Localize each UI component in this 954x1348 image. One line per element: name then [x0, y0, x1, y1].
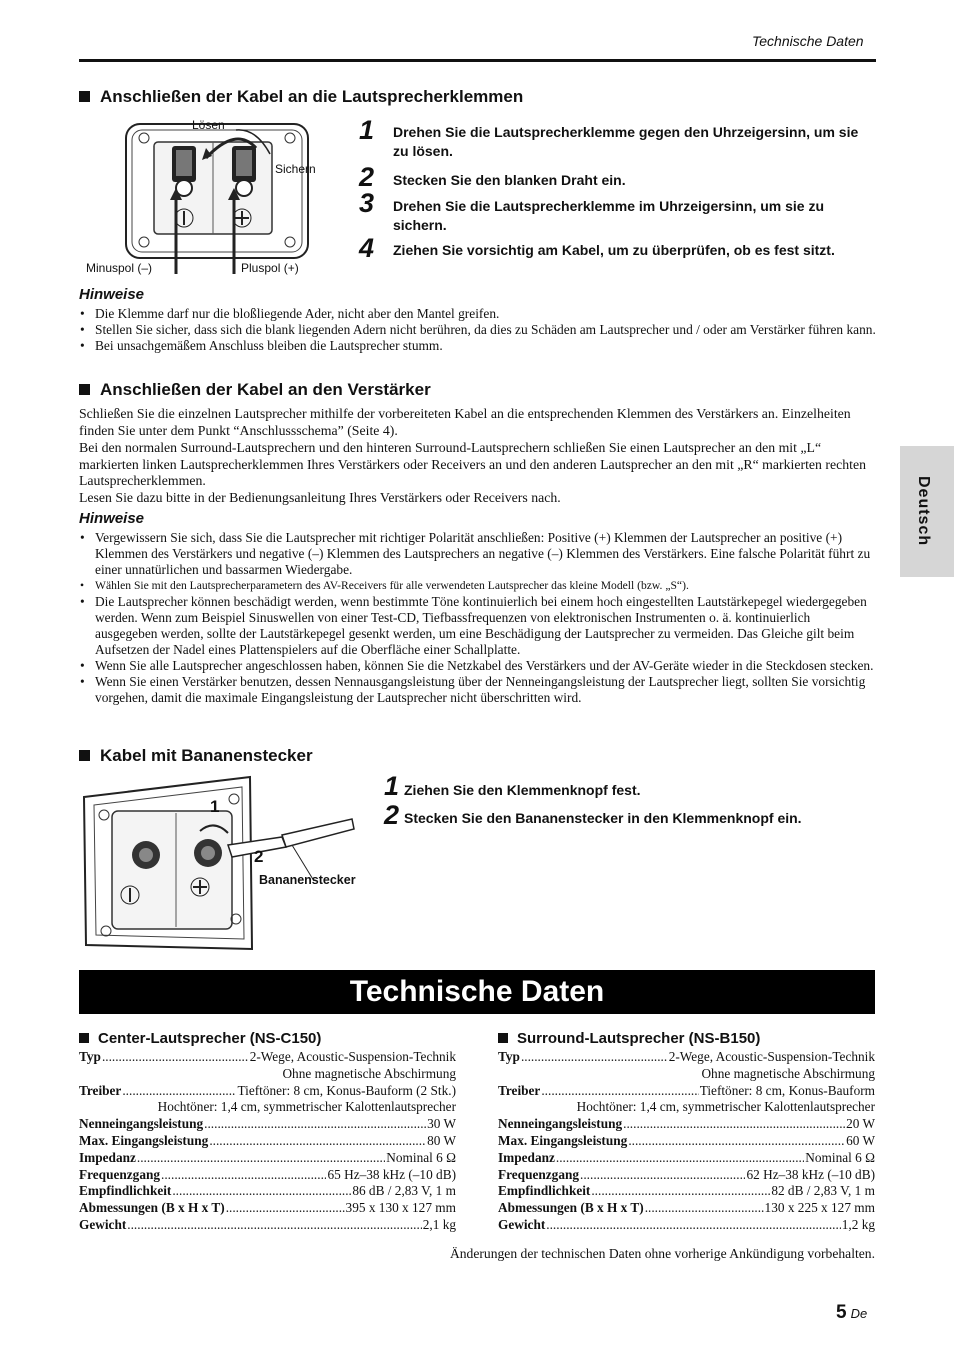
- spec-row: Abmessungen (B x H x T) ..... 130 x 225 x 127 mm: [498, 1200, 875, 1217]
- spec-row: Empfindlichkeit ..... 82 dB / 2,83 V, 1 m: [498, 1183, 875, 1200]
- spec-row: Abmessungen (B x H x T) ..... 395 x 130 x 127 mm: [79, 1200, 456, 1217]
- hint-item: • Wenn Sie alle Lautsprecher angeschlossen haben, können Sie die Netzkabel des Verstärkers und der AV-Geräte wieder in die Steckdosen stecken.: [79, 658, 876, 674]
- hints-list: [79, 530, 876, 706]
- hints-heading: Hinweise: [79, 286, 145, 303]
- speaker-terminal-illustration: [86, 118, 326, 283]
- hints-list: [79, 306, 876, 354]
- section-title-banana: Kabel mit Bananenstecker: [79, 746, 313, 766]
- step-number: 4: [359, 233, 375, 263]
- label-banana-plug: Bananenstecker: [259, 873, 356, 887]
- step-text: Drehen Sie die Lautsprecherklemme im Uhrzeigersinn, um sie zu sichern.: [393, 198, 825, 233]
- spec-row: Impedanz ..... Nominal 6 Ω: [79, 1150, 456, 1167]
- step-text: Stecken Sie den Bananenstecker in den Klemmenknopf ein.: [404, 810, 802, 826]
- spec-row: Max. Eingangsleistung ..... 80 W: [79, 1133, 456, 1150]
- hint-item: • Die Lautsprecher können beschädigt werden, wenn bestimmte Töne kontinuierlich bei einem hoch eingestellten Lautstärkepegel wiedergegeben werden. Wenn zum Beispiel Sinuswellen von einer Test-CD, Tiefbassfrequenzen von elektronischen Instrumenten o. ä. kontinuierlich ausgegeben werden, sollte der Lautstärkepegel gesenkt werden, um eine Beschädigung der Lautsprecher zu vermeiden. Das Gleiche gilt beim Aufsetzen der Nadel eines Plattenspielers auf die Oberfläche einer Schallplatte.: [79, 594, 876, 658]
- hint-item: • Stellen Sie sicher, dass sich die blank liegenden Adern nicht berühren, da dies zu Schäden am Lautsprecher und / oder am Verstärker führen kann.: [79, 322, 876, 338]
- label-minus: Minuspol (–): [86, 261, 153, 275]
- spec-row: Frequenzgang ..... 65 Hz–38 kHz (–10 dB): [79, 1167, 456, 1184]
- spec-row: Treiber ..... Tieftöner: 8 cm, Konus-Bauform (2 Stk.): [79, 1083, 456, 1100]
- running-header: Technische Daten: [752, 33, 864, 49]
- specs-footnote: Änderungen der technischen Daten ohne vorherige Ankündigung vorbehalten.: [449, 1246, 875, 1261]
- spec-row-continuation: Ohne magnetische Abschirmung: [282, 1065, 456, 1081]
- spec-row-continuation: Hochtöner: 1,4 cm, symmetrischer Kalottenlautsprecher: [576, 1099, 875, 1115]
- step-text: Drehen Sie die Lautsprecherklemme gegen den Uhrzeigersinn, um sie zu lösen.: [393, 124, 859, 159]
- spec-row: Gewicht ..... 2,1 kg: [79, 1217, 456, 1234]
- fig-label-1: 1: [210, 797, 220, 816]
- hints-heading: Hinweise: [79, 510, 145, 527]
- spec-row: Gewicht ..... 1,2 kg: [498, 1217, 875, 1234]
- spec-row: Max. Eingangsleistung ..... 60 W: [498, 1133, 875, 1150]
- square-bullet-icon: [79, 91, 90, 102]
- terminal-figure: [86, 118, 326, 283]
- square-bullet-icon: [498, 1033, 508, 1043]
- hint-item: • Wenn Sie einen Verstärker benutzen, dessen Nennausgangsleistung über der Nenneingangsleistung der Lautsprecher liegt, sollten Sie vorsichtig vorgehen, damit die maximale Eingangsleistung der Lautsprecher nicht überschritten wird.: [79, 674, 876, 706]
- step-number: 2: [359, 162, 375, 192]
- spec-row: Typ ..... 2-Wege, Acoustic-Suspension-Technik: [498, 1049, 875, 1066]
- step-text: Stecken Sie den blanken Draht ein.: [393, 172, 626, 188]
- spec-row: Empfindlichkeit ..... 86 dB / 2,83 V, 1 m: [79, 1183, 456, 1200]
- step-number: 1: [384, 771, 400, 801]
- step-number: 2: [384, 800, 400, 830]
- spec-row-continuation: Hochtöner: 1,4 cm, symmetrischer Kalottenlautsprecher: [157, 1099, 456, 1115]
- amp-paragraph-2: Bei den normalen Surround-Lautsprechern und den hinteren Surround-Lautsprechern schließen Sie einen Lautsprecher an den mit „L“ markierten linken Lautsprecherklemmen Ihres Verstärkers oder Receivers an und den anderen Lautsprecher an den mit „R“ markierten rechten Lautsprecherklemmen.: [79, 440, 866, 489]
- step-number: 3: [359, 188, 375, 218]
- spec-row: Typ ..... 2-Wege, Acoustic-Suspension-Technik: [79, 1049, 456, 1066]
- hint-item: • Vergewissern Sie sich, dass Sie die Lautsprecher mit richtiger Polarität anschließen: Positive (+) Klemmen der Lautsprecher an positive (+) Klemmen des Verstärkers und negative (–) Klemmen des Lautsprechers an negative (–) Klemmen des Verstärkers. Eine falsche Polarität führt zu einer unnatürlichen und bassarmen Wiedergabe.: [79, 530, 876, 578]
- banana-plug-illustration: [82, 775, 372, 955]
- spec-row: Frequenzgang ..... 62 Hz–38 kHz (–10 dB): [498, 1167, 875, 1184]
- center-speaker-title: Center-Lautsprecher (NS-C150): [79, 1030, 321, 1047]
- amp-paragraph-1: Schließen Sie die einzelnen Lautsprecher mithilfe der vorbereiteten Kabel an die entsprechenden Klemmen des Verstärkers an. Einzelheiten finden Sie unter dem Punkt “Anschlussschema” (Seite 4).: [79, 406, 851, 438]
- square-bullet-icon: [79, 1033, 89, 1043]
- square-bullet-icon: [79, 384, 90, 395]
- specs-banner: Technische Daten: [79, 970, 875, 1014]
- label-secure: Sichern: [275, 162, 316, 176]
- step-text: Ziehen Sie vorsichtig am Kabel, um zu überprüfen, ob es fest sitzt.: [393, 242, 835, 258]
- page-number: 5 De: [836, 1302, 868, 1323]
- label-loosen: Lösen: [192, 118, 225, 132]
- banana-figure: [82, 775, 372, 955]
- surround-spec-table: [498, 1049, 875, 1234]
- hint-item: • Die Klemme darf nur die bloßliegende Ader, nicht aber den Mantel greifen.: [79, 306, 876, 322]
- spec-row: Treiber ..... Tieftöner: 8 cm, Konus-Bauform: [498, 1083, 875, 1100]
- fig-label-2: 2: [254, 847, 264, 866]
- label-plus: Pluspol (+): [241, 261, 299, 275]
- header-rule: [79, 59, 876, 62]
- spec-row: Nenneingangsleistung ..... 30 W: [79, 1116, 456, 1133]
- hint-item: • Bei unsachgemäßem Anschluss bleiben die Lautsprecher stumm.: [79, 338, 876, 354]
- amp-paragraph-3: Lesen Sie dazu bitte in der Bedienungsanleitung Ihres Verstärkers oder Receivers nach.: [79, 490, 561, 505]
- spec-row-continuation: Ohne magnetische Abschirmung: [701, 1065, 875, 1081]
- section-title-amplifier: Anschließen der Kabel an den Verstärker: [79, 380, 431, 400]
- step-number: 1: [359, 115, 375, 145]
- language-side-tab: Deutsch: [900, 446, 954, 577]
- step-text: Ziehen Sie den Klemmenknopf fest.: [404, 782, 641, 798]
- surround-speaker-title: Surround-Lautsprecher (NS-B150): [498, 1030, 760, 1047]
- spec-row: Impedanz ..... Nominal 6 Ω: [498, 1150, 875, 1167]
- square-bullet-icon: [79, 750, 90, 761]
- section-title-terminals: Anschließen der Kabel an die Lautsprecherklemmen: [79, 87, 523, 107]
- spec-row: Nenneingangsleistung ..... 20 W: [498, 1116, 875, 1133]
- hint-item: • Wählen Sie mit den Lautsprecherparametern des AV-Receivers für alle verwendeten Lautsprecher das kleine Modell (bzw. „S“).: [79, 578, 876, 594]
- center-spec-table: [79, 1049, 456, 1234]
